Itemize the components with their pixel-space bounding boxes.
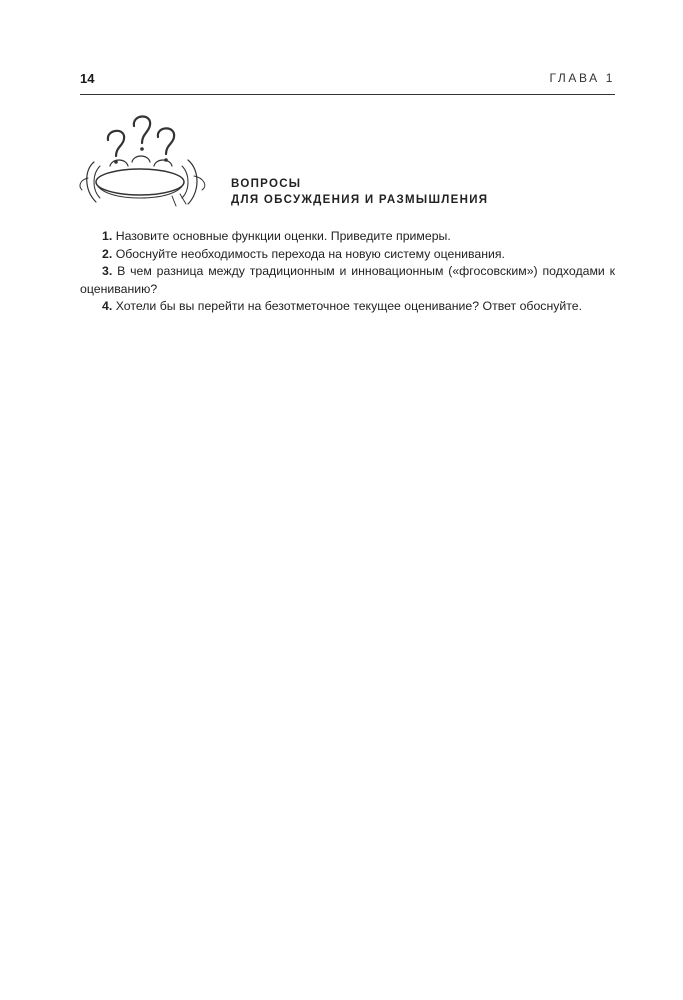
question-text: Назовите основные функции оценки. Приведите примеры.: [115, 229, 451, 243]
question-marks-icon: [76, 110, 216, 210]
question-item: [80, 263, 615, 298]
chapter-label: ГЛАВА 1: [549, 71, 615, 85]
question-number: 4.: [102, 299, 113, 313]
question-number: 3.: [102, 264, 113, 278]
question-number: 2.: [102, 246, 113, 261]
question-item: [80, 246, 615, 264]
question-text: В чем разница между традиционным и инновационным («фгосовским») подходами к оцениванию?: [80, 264, 616, 296]
question-number: 1.: [102, 229, 113, 243]
section-heading: [231, 176, 488, 208]
section-heading-line1: ВОПРОСЫ: [231, 178, 302, 190]
question-text: Обоснуйте необходимость перехода на новую систему оценивания.: [115, 246, 505, 261]
section-heading-line2: ДЛЯ ОБСУЖДЕНИЯ И РАЗМЫШЛЕНИЯ: [231, 194, 489, 206]
page-number: 14: [80, 71, 95, 86]
question-text: Хотели бы вы перейти на безотметочное текущее оценивание? Ответ обоснуйте.: [115, 299, 583, 313]
question-item: [80, 298, 615, 316]
question-list: [80, 228, 615, 316]
question-item: [80, 228, 615, 246]
page-header: [80, 68, 615, 95]
